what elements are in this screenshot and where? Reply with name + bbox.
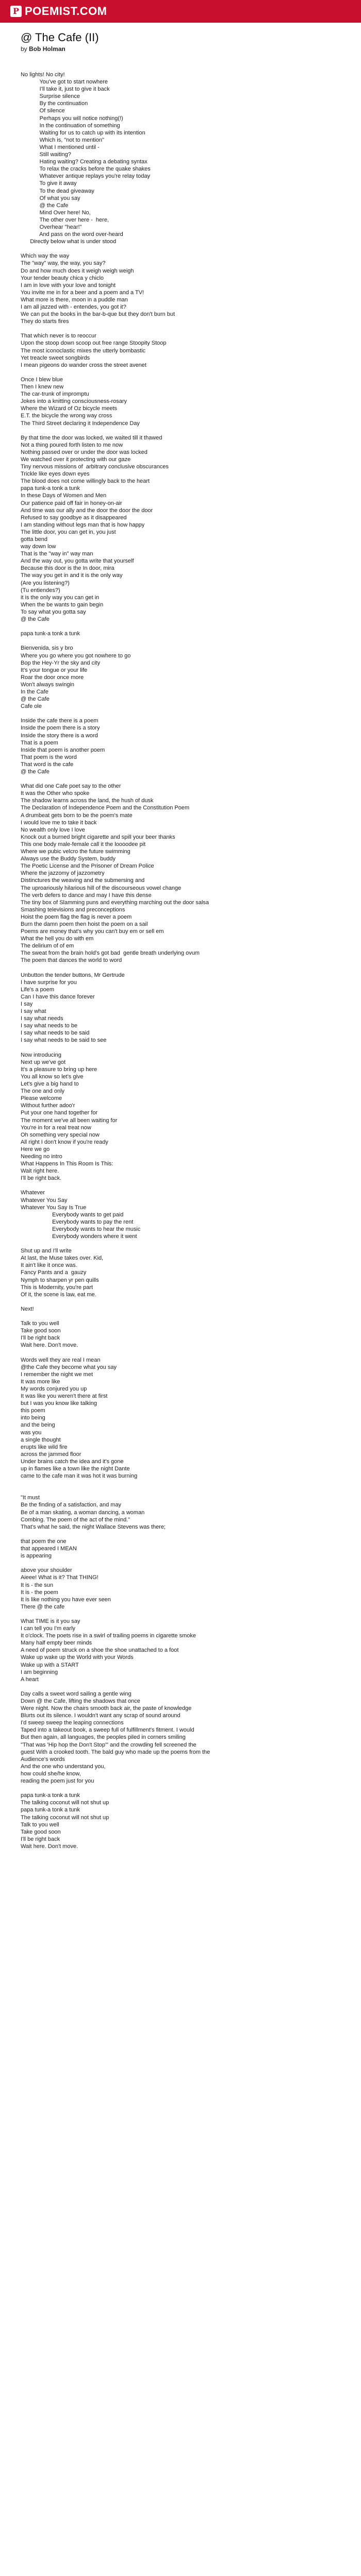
poem-line: Where you go where you got nowhere to go: [21, 652, 131, 659]
poem-line: The little door, you can get in, you just: [21, 529, 116, 535]
poem-line: Fancy Pants and a gauzy: [21, 1269, 87, 1276]
poem-line: Still waiting?: [21, 151, 71, 158]
poem-line: Knock out a burned bright cigarette and spill your beer thanks: [21, 834, 175, 840]
poem-line: I say what needs to be said: [21, 1030, 90, 1037]
poem-line: Nymph to sharpen yr pen quills: [21, 1277, 99, 1283]
poem-line: Were night. Now the chairs smooth back air, the paste of knowledge: [21, 1705, 192, 1712]
poem-line: By the continuation: [21, 100, 88, 107]
poem-line: Be of a man skating, a woman dancing, a woman: [21, 1509, 145, 1516]
poem-line: I would love me to take it back: [21, 819, 97, 826]
poem-line: Let's give a big hand to: [21, 1081, 79, 1088]
poem-line: Not a thing poured forth listen to me now: [21, 442, 123, 448]
poem-line: across the jammed floor: [21, 1451, 81, 1458]
poem-line: What Happens In This Room Is This:: [21, 1161, 113, 1167]
poem-line: Where the Wizard of Oz bicycle meets: [21, 405, 118, 412]
poem-line: Combing. The poem of the act of the mind.": [21, 1516, 130, 1523]
poem-line: Everybody wants to pay the rent: [21, 1218, 134, 1225]
poem-line: The Third Street declaring it Independence Day: [21, 420, 140, 427]
poem-line: What the hell you do with em: [21, 936, 94, 942]
poem-line: What I mentioned until -: [21, 144, 100, 150]
poem-line: Of what you say: [21, 195, 80, 201]
stanza-break: [21, 775, 340, 783]
poem-line: Burn the damn poem then hoist the poem on a sail: [21, 921, 148, 927]
poem-line: That is a poem: [21, 739, 58, 746]
poem-line: The talking coconut will not shut up: [21, 1814, 109, 1821]
poem-line: Shut up and I'll write: [21, 1248, 72, 1255]
poem-body: [21, 71, 340, 1850]
poem-line: Blurts out its silence. I wouldn't want any scrap of sound around: [21, 1713, 180, 1719]
poem-line: Down @ the Cafe, lifting the shadows that once: [21, 1698, 140, 1704]
poem-line: Wait here. Don't move.: [21, 1342, 78, 1349]
poem-line: Unbutton the tender buttons, Mr Gertrude: [21, 972, 125, 978]
poem-line: into being: [21, 1415, 45, 1421]
logo-text: POEMIST.COM: [25, 5, 107, 18]
poem-byline: [21, 45, 340, 53]
poem-line: a single thought: [21, 1436, 61, 1443]
poem-line: You all know so let's give: [21, 1073, 84, 1080]
poem-line: Can I have this dance forever: [21, 993, 95, 1000]
poem-line: @ the Cafe: [21, 616, 50, 623]
poem-line: Talk to you well: [21, 1821, 59, 1828]
poem-line: You've got to start nowhere: [21, 79, 108, 86]
poem-line: That is the "way in" way man: [21, 551, 93, 557]
poem-line: You're in for a real treat now: [21, 1124, 91, 1131]
stanza-break: [21, 1313, 340, 1320]
poem-line: The way you get in and it is the only way: [21, 572, 123, 579]
poem-line: (Are you listening?): [21, 580, 70, 586]
poem-line: To the dead giveaway: [21, 188, 94, 194]
poem-line: Once I blew blue: [21, 376, 63, 383]
poem-line: The tiny box of Slamming puns and everything marching out the door salsa: [21, 899, 209, 906]
poem-line: To give it away: [21, 180, 77, 187]
poem-line: papa tunk-a tonk a tunk: [21, 1792, 80, 1799]
poem-line: Cafe ole: [21, 703, 42, 710]
poem-line: It is - the sun: [21, 1582, 53, 1588]
poem-line: Be the finding of a satisfaction, and may: [21, 1502, 122, 1509]
poem-line: It was the Other who spoke: [21, 790, 90, 797]
poem-line: I am beginning: [21, 1669, 58, 1675]
poem-line: It is - the poem: [21, 1589, 58, 1596]
poem-line: The verb defers to dance and may I have this dense: [21, 892, 152, 899]
poem-line: Directly below what is under stood: [21, 239, 117, 245]
poem-line: above your shoulder: [21, 1567, 72, 1574]
poem-line: The one and only: [21, 1088, 65, 1095]
poem-line: gotta bend: [21, 536, 47, 543]
poem-line: Next!: [21, 1306, 34, 1312]
poem-line: I am all jazzed with - entendes, you got it?: [21, 304, 126, 310]
poem-line: By that time the door was locked, we waited till it thawed: [21, 434, 162, 441]
poem-line: "It must: [21, 1495, 40, 1501]
poem-line: Oh something very special now: [21, 1131, 100, 1138]
poem-line: The most iconoclastic mixes the utterly bombastic: [21, 347, 146, 354]
poem-line: And the one who understand you,: [21, 1763, 106, 1770]
poem-line: Needing no intro: [21, 1153, 62, 1160]
poem-line: Aieee! What is it? That THING!: [21, 1574, 99, 1581]
poem-line: I mean pigeons do wander cross the street avenet: [21, 362, 146, 368]
poem-line: this poem: [21, 1408, 45, 1414]
poem-line: Of it, the scene is law, eat me.: [21, 1291, 96, 1298]
poem-line: Taped into a takeout book, a sweep full of fulfillment's fitment. I would: [21, 1727, 194, 1734]
poem-line: papa tunk-a tonk a tunk: [21, 631, 80, 637]
stanza-break: [21, 1044, 340, 1052]
stanza-break: [21, 710, 340, 717]
poem-line: it is the only way you can get in: [21, 594, 100, 601]
poem-line: Always use the Buddy System, buddy: [21, 856, 116, 862]
stanza-break: [21, 1240, 340, 1247]
poem-line: but I was you know like talking: [21, 1400, 97, 1407]
stanza-break: [21, 1785, 340, 1792]
poem-line: Everybody wonders where it went: [21, 1233, 137, 1240]
poem-line: Whatever: [21, 1190, 45, 1196]
poem-line: Your tender beauty chica y chiclo: [21, 275, 104, 281]
poem-line: Of silence: [21, 108, 65, 114]
stanza-break: [21, 637, 340, 645]
poem-line: They do starts fires: [21, 318, 69, 325]
poem-line: Put your one hand together for: [21, 1110, 98, 1116]
logo-mark-letter: P: [12, 6, 20, 16]
poem-line: I'll be right back: [21, 1836, 60, 1842]
poem-line: Wait here. Don't move.: [21, 1843, 78, 1850]
poem-line: Wake up wake up the World with your Words: [21, 1654, 134, 1661]
poem-line: I say: [21, 1001, 33, 1007]
poem-line: I can tell you I'm early: [21, 1625, 76, 1632]
by-label: by: [21, 45, 27, 53]
poem-line: I say what needs to be said to see: [21, 1037, 107, 1044]
poem-line: Wait right here.: [21, 1168, 59, 1175]
poem-line: Take good soon: [21, 1328, 61, 1334]
stanza-break: [21, 245, 340, 252]
poem-line: Many half empty beer minds: [21, 1640, 92, 1647]
poem-line: The other over here - here,: [21, 216, 109, 223]
poem-line: In these Days of Women and Men: [21, 493, 107, 499]
poem-line: There @ the cafe: [21, 1603, 65, 1610]
poem-line: I am in love with your love and tonight: [21, 282, 116, 289]
poem-line: Bop the Hey-Yr the sky and city: [21, 659, 101, 666]
poem-title: @ The Cafe (II): [21, 31, 99, 44]
poem-line: "That was 'Hip hop the Don't Stop'" and the crowding fell screened the: [21, 1741, 196, 1748]
poem-line: Here we go: [21, 1146, 50, 1153]
poem-line: Do and how much does it weigh weigh weigh: [21, 267, 134, 274]
poem-line: was you: [21, 1429, 42, 1436]
stanza-break: [21, 1487, 340, 1494]
poem-line: Where the jazzomy of jazzometry: [21, 870, 105, 877]
poem-line: is appearing: [21, 1553, 52, 1560]
poem-line: Please welcome: [21, 1095, 62, 1102]
poem-line: We watched over it protecting with our gaze: [21, 456, 131, 463]
stanza-break: [21, 1683, 340, 1690]
poem-line: Whatever You Say Is True: [21, 1204, 87, 1211]
poem-line: This is Modernity, you're part: [21, 1284, 93, 1291]
site-header: [0, 0, 361, 23]
poem-line: Poems are money that's why you can't buy em or sell em: [21, 928, 164, 935]
poem-line: and the being: [21, 1422, 55, 1429]
stanza-break: [21, 1531, 340, 1538]
stanza-break: [21, 1480, 340, 1487]
poem-line: Trickle like eyes down eyes: [21, 471, 90, 478]
poem-line: That which never is to reoccur: [21, 333, 96, 340]
poem-line: A need of poem struck on a shoe the shoe unattached to a foot: [21, 1647, 179, 1654]
stanza-break: [21, 325, 340, 332]
poem-line: It's your tongue or your life: [21, 667, 88, 673]
poem-line: The Declaration of Independence Poem and the Constitution Poem: [21, 805, 190, 811]
poem-line: It was more like: [21, 1378, 60, 1385]
poem-line: That's what he said, the night Wallace Stevens was there;: [21, 1523, 166, 1530]
poem-line: I'll take it, just to give it back: [21, 86, 110, 93]
poem-line: I say what: [21, 1008, 46, 1015]
poem-page: [0, 23, 361, 1871]
poem-line: Hating waiting? Creating a debating syntax: [21, 159, 147, 165]
poem-line: way down low: [21, 544, 56, 550]
poem-line: Inside the story there is a word: [21, 732, 98, 739]
poem-line: What TIME is it you say: [21, 1618, 80, 1624]
poem-line: Life's a poem: [21, 986, 55, 993]
stanza-break: [21, 964, 340, 972]
poem-line: What did one Cafe poet say to the other: [21, 783, 121, 790]
poem-line: A drumbeat gets born to be the poem's mate: [21, 812, 133, 819]
poem-line: It o'clock. The poets rise in a swirl of trailing poems in cigarette smoke: [21, 1633, 196, 1639]
poem-line: Upon the stoop down scoop out free range Stoopity Stoop: [21, 340, 167, 347]
poem-line: Surprise silence: [21, 93, 80, 100]
poem-line: Inside the poem there is a story: [21, 725, 100, 732]
poem-line: Whatever You Say: [21, 1197, 68, 1204]
poem-line: I have surprise for you: [21, 979, 77, 986]
poem-line: The shadow learns across the land, the hush of dusk: [21, 798, 154, 804]
poem-line: Won't always swingin: [21, 681, 74, 688]
poem-line: Inside the cafe there is a poem: [21, 718, 99, 724]
poem-line: In the Cafe: [21, 688, 48, 695]
poem-line: papa tunk-a tonk a tunk: [21, 485, 80, 492]
poem-line: When the be wants to gain begin: [21, 601, 104, 608]
poem-line: We can put the books in the bar-b-que but they don't burn but: [21, 311, 175, 318]
poem-line: I'd sweep sweep the leaping connections: [21, 1720, 124, 1726]
poem-line: No wealth only love I love: [21, 826, 85, 833]
poem-line: To say what you gotta say: [21, 608, 86, 615]
site-logo[interactable]: [10, 5, 107, 18]
poem-line: The poem that dances the world to word: [21, 957, 122, 964]
poem-line: At last, the Muse takes over. Kid,: [21, 1255, 104, 1262]
poem-line: up in flames like a town like the night Dante: [21, 1466, 130, 1472]
poem-line: I say what needs: [21, 1015, 63, 1022]
poem-line: (Tu entiendes?): [21, 587, 60, 594]
poem-line: Roar the door once more: [21, 674, 84, 681]
poem-line: Our patience paid off fair in honey-on-air: [21, 500, 122, 506]
poem-line: The blood does not come willingly back to the heart: [21, 478, 150, 485]
poem-line: The delirium of of em: [21, 943, 74, 950]
poem-line: The "way" way, the way, you say?: [21, 260, 106, 267]
poem-line: Without further adoo'r: [21, 1103, 75, 1109]
poem-line: I say what needs to be: [21, 1023, 78, 1029]
poem-line: Inside that poem is another poem: [21, 747, 105, 753]
poem-line: You invite me in for a beer and a poem and a TV!: [21, 289, 144, 296]
poem-line: It is like nothing you have ever seen: [21, 1596, 111, 1603]
poem-line: Talk to you well: [21, 1320, 59, 1327]
poem-line: Everybody wants to get paid: [21, 1211, 124, 1218]
poem-line: It was like you weren't there at first: [21, 1393, 108, 1400]
poem-line: Perhaps you will notice nothing(!): [21, 115, 123, 122]
poem-line: how could she/he know,: [21, 1770, 81, 1777]
poem-line: That poem is the word: [21, 754, 77, 760]
poem-line: That word is the cafe: [21, 761, 74, 768]
poem-line: And pass on the word over-heard: [21, 231, 123, 238]
poem-line: that appeared I MEAN: [21, 1546, 77, 1552]
poem-line: To relax the cracks before the quake shakes: [21, 166, 151, 173]
poem-line: The uproariously hilarious hill of the discourseous vowel change: [21, 885, 182, 891]
poem-line: Refused to say goodbye as it disappeared: [21, 514, 127, 521]
poem-line: The moment we've all been waiting for: [21, 1117, 118, 1124]
stanza-break: [21, 427, 340, 434]
poem-line: I'll be right back.: [21, 1175, 62, 1182]
poem-line: Which is, "not to mention": [21, 137, 104, 143]
poem-line: Everybody wants to hear the music: [21, 1226, 141, 1232]
stanza-break: [21, 1182, 340, 1189]
poem-author[interactable]: Bob Holman: [29, 45, 65, 53]
poem-line: Bienvenida, sis y bro: [21, 645, 73, 652]
poem-line: Day calls a sweet word sailing a gentle wing: [21, 1690, 132, 1697]
poem-line: Waiting for us to catch up with its intention: [21, 129, 145, 136]
stanza-break: [21, 1611, 340, 1618]
poem-line: Overhear "hear!": [21, 224, 82, 230]
poem-line: And the way out, you gotta write that yourself: [21, 558, 134, 565]
poem-line: Because this door is the In door, mira: [21, 565, 114, 572]
poem-line: Wake up with a START: [21, 1662, 79, 1668]
poem-line: @ the Cafe: [21, 202, 69, 209]
poem-line: Words well they are real I mean: [21, 1357, 101, 1363]
poem-line: Distinctures the weaving and the submersing and: [21, 877, 145, 884]
poem-line: The Poetic License and the Prisoner of Dream Police: [21, 863, 154, 870]
poem-line: And time was our ally and the door the door the door: [21, 507, 153, 514]
poem-line: Which way the way: [21, 253, 70, 260]
poem-line: Hoist the poem flag the flag is never a poem: [21, 913, 132, 920]
poem-line: All right I don't know if you're ready: [21, 1139, 108, 1145]
poem-line: E.T. the bicycle the wrong way cross: [21, 413, 112, 419]
poem-line: Where we pubic velcro the future swimming: [21, 849, 130, 855]
poem-line: It's a pleasure to bring up here: [21, 1066, 97, 1073]
poem-line: My words conjured you up: [21, 1385, 87, 1392]
poem-line: Then I knew new: [21, 384, 64, 391]
poem-line: A heart: [21, 1676, 39, 1683]
poem-line: But then again, all languages, the peoples piled in corners smiling: [21, 1734, 186, 1741]
poem-line: guest With a crooked tooth. The bald guy who made up the poems from the: [21, 1749, 210, 1755]
poem-line: The sweat from the brain hold's got bad gentle breath underlying ovum: [21, 950, 200, 957]
poem-line: Take good soon: [21, 1828, 61, 1835]
poem-line: I remember the night we met: [21, 1371, 93, 1378]
poem-line: came to the cafe man it was hot it was burning: [21, 1473, 138, 1480]
poem-line: It ain't like it once was.: [21, 1262, 77, 1269]
poem-line: The car-trunk of impromptu: [21, 391, 89, 398]
poem-line: Nothing passed over or under the door was locked: [21, 449, 147, 455]
poem-line: I'll be right back: [21, 1335, 60, 1342]
poem-line: Smashing televisions and preconceptions: [21, 906, 125, 913]
poem-line: Jokes into a knitting consciousness-rosary: [21, 398, 127, 405]
poem-line: that poem the one: [21, 1538, 67, 1545]
poem-line: Tiny nervous missions of arbitrary conclusive obscurances: [21, 464, 169, 470]
poem-line: What more is there, moon in a puddle man: [21, 296, 128, 303]
poem-line: Yet treacle sweet songbirds: [21, 354, 90, 361]
poem-line: Audience's words: [21, 1756, 65, 1762]
poem-line: The talking coconut will not shut up: [21, 1800, 109, 1806]
poem-line: @the Cafe they become what you say: [21, 1364, 117, 1370]
stanza-break: [21, 623, 340, 630]
stanza-break: [21, 1560, 340, 1567]
stanza-break: [21, 1349, 340, 1357]
poem-line: No lights! No city!: [21, 72, 65, 78]
poem-line: @ the Cafe: [21, 769, 50, 775]
stanza-break: [21, 1298, 340, 1306]
poem-line: papa tunk-a tonk a tunk: [21, 1807, 80, 1814]
poem-line: Mind Over here! No,: [21, 209, 91, 216]
poem-line: erupts like wild fire: [21, 1444, 68, 1450]
poem-line: This one body male-female call it the loooodee pit: [21, 841, 146, 848]
poem-line: reading the poem just for you: [21, 1778, 94, 1785]
logo-icon: [10, 6, 22, 17]
poem-line: @ the Cafe: [21, 696, 50, 703]
poem-line: Under brains catch the idea and it's gone: [21, 1458, 124, 1465]
poem-line: Now introducing: [21, 1052, 61, 1058]
poem-line: In the continuation of something: [21, 122, 120, 129]
poem-line: I am standing without legs man that is how happy: [21, 521, 145, 528]
poem-line: Next up we've got: [21, 1059, 66, 1065]
poem-line: Whatever antique replays you're relay today: [21, 173, 150, 180]
stanza-break: [21, 369, 340, 376]
